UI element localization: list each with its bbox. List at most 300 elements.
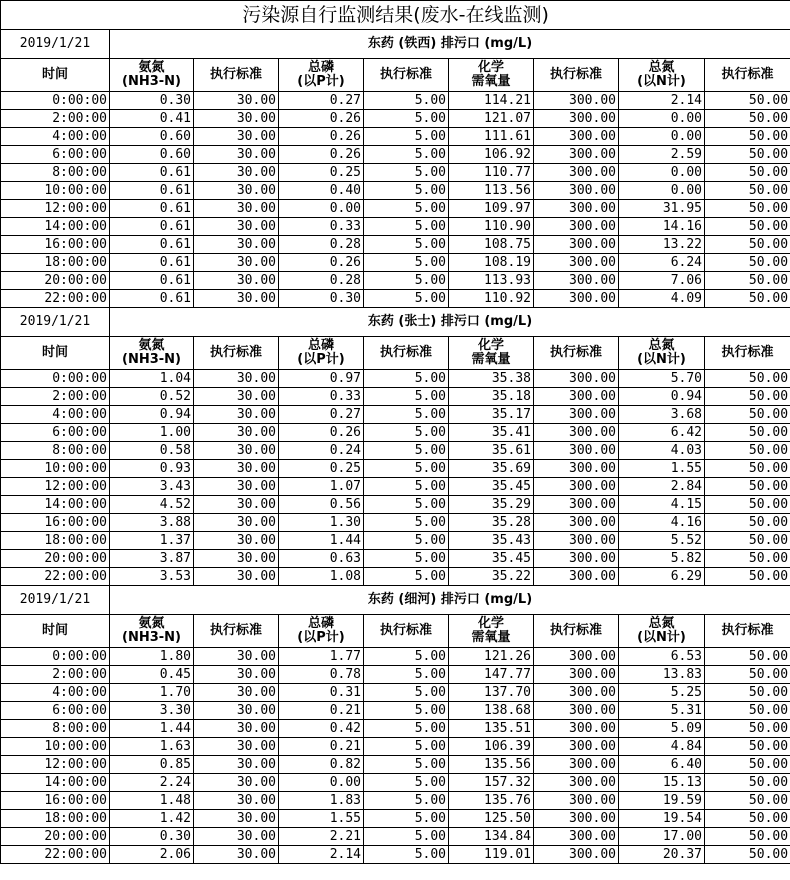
- cell-time: 6:00:00: [1, 702, 110, 720]
- cell-time: 10:00:00: [1, 460, 110, 478]
- cell-time: 14:00:00: [1, 774, 110, 792]
- cell-cod: 35.43: [449, 532, 534, 550]
- header-standard: 执行标准: [705, 615, 790, 648]
- cell-ammonia-standard: 30.00: [194, 810, 279, 828]
- cell-cod-standard: 300.00: [534, 720, 619, 738]
- cell-ammonia-standard: 30.00: [194, 702, 279, 720]
- table-row: [1, 846, 790, 864]
- cell-cod-standard: 300.00: [534, 774, 619, 792]
- cell-ammonia: 0.94: [110, 406, 194, 424]
- cell-phosphorus: 0.28: [279, 236, 364, 254]
- table-row: [1, 810, 790, 828]
- cell-cod: 114.21: [449, 92, 534, 110]
- header-nitrogen-line2: (以N计): [637, 352, 686, 367]
- cell-ammonia-standard: 30.00: [194, 496, 279, 514]
- cell-time: 22:00:00: [1, 846, 110, 864]
- cell-cod-standard: 300.00: [534, 424, 619, 442]
- header-phosphorus-line2: (以P计): [297, 74, 345, 89]
- cell-cod: 35.22: [449, 568, 534, 586]
- cell-cod: 108.19: [449, 254, 534, 272]
- cell-phosphorus-standard: 5.00: [364, 532, 449, 550]
- cell-ammonia: 4.52: [110, 496, 194, 514]
- cell-cod: 119.01: [449, 846, 534, 864]
- header-standard: 执行标准: [534, 615, 619, 648]
- header-standard: 执行标准: [705, 59, 790, 92]
- cell-ammonia: 1.80: [110, 648, 194, 666]
- cell-nitrogen-standard: 50.00: [705, 756, 790, 774]
- cell-phosphorus-standard: 5.00: [364, 702, 449, 720]
- cell-time: 14:00:00: [1, 218, 110, 236]
- cell-nitrogen: 5.09: [619, 720, 705, 738]
- cell-phosphorus-standard: 5.00: [364, 568, 449, 586]
- cell-phosphorus: 2.14: [279, 846, 364, 864]
- cell-nitrogen-standard: 50.00: [705, 532, 790, 550]
- table-row: [1, 792, 790, 810]
- cell-time: 18:00:00: [1, 254, 110, 272]
- cell-nitrogen-standard: 50.00: [705, 648, 790, 666]
- header-standard: 执行标准: [534, 337, 619, 370]
- cell-ammonia: 0.52: [110, 388, 194, 406]
- cell-ammonia: 0.93: [110, 460, 194, 478]
- cell-phosphorus-standard: 5.00: [364, 290, 449, 308]
- cell-nitrogen: 0.94: [619, 388, 705, 406]
- cell-nitrogen: 13.83: [619, 666, 705, 684]
- header-ammonia-line1: 氨氮: [138, 616, 165, 631]
- cell-cod: 125.50: [449, 810, 534, 828]
- cell-cod-standard: 300.00: [534, 92, 619, 110]
- cell-ammonia-standard: 30.00: [194, 272, 279, 290]
- cell-phosphorus: 0.27: [279, 92, 364, 110]
- cell-ammonia-standard: 30.00: [194, 648, 279, 666]
- cell-ammonia: 1.48: [110, 792, 194, 810]
- cell-ammonia-standard: 30.00: [194, 828, 279, 846]
- cell-phosphorus-standard: 5.00: [364, 182, 449, 200]
- cell-nitrogen: 19.54: [619, 810, 705, 828]
- cell-nitrogen-standard: 50.00: [705, 182, 790, 200]
- header-standard: 执行标准: [364, 337, 449, 370]
- table-row: [1, 236, 790, 254]
- cell-phosphorus: 0.21: [279, 738, 364, 756]
- cell-ammonia: 1.44: [110, 720, 194, 738]
- cell-nitrogen-standard: 50.00: [705, 110, 790, 128]
- header-cod-line1: 化学: [477, 338, 504, 353]
- cell-ammonia-standard: 30.00: [194, 846, 279, 864]
- cell-time: 14:00:00: [1, 496, 110, 514]
- cell-nitrogen: 0.00: [619, 164, 705, 182]
- cell-phosphorus: 0.30: [279, 290, 364, 308]
- cell-cod: 113.56: [449, 182, 534, 200]
- cell-ammonia-standard: 30.00: [194, 550, 279, 568]
- cell-phosphorus: 0.31: [279, 684, 364, 702]
- cell-cod: 110.90: [449, 218, 534, 236]
- header-cod-line2: 需氧量: [471, 630, 511, 645]
- table-row: [1, 218, 790, 236]
- header-cod: [449, 337, 534, 370]
- cell-cod: 106.39: [449, 738, 534, 756]
- cell-ammonia: 1.37: [110, 532, 194, 550]
- cell-nitrogen: 2.59: [619, 146, 705, 164]
- cell-phosphorus: 1.07: [279, 478, 364, 496]
- cell-ammonia: 0.30: [110, 92, 194, 110]
- cell-nitrogen-standard: 50.00: [705, 792, 790, 810]
- cell-ammonia-standard: 30.00: [194, 110, 279, 128]
- cell-ammonia: 0.45: [110, 666, 194, 684]
- table-row: [1, 496, 790, 514]
- cell-cod-standard: 300.00: [534, 568, 619, 586]
- cell-nitrogen-standard: 50.00: [705, 702, 790, 720]
- cell-nitrogen: 13.22: [619, 236, 705, 254]
- header-ammonia-line1: 氨氮: [138, 60, 165, 75]
- cell-nitrogen-standard: 50.00: [705, 514, 790, 532]
- cell-cod: 111.61: [449, 128, 534, 146]
- cell-cod: 35.41: [449, 424, 534, 442]
- cell-time: 4:00:00: [1, 684, 110, 702]
- cell-cod: 35.45: [449, 478, 534, 496]
- cell-phosphorus-standard: 5.00: [364, 684, 449, 702]
- cell-cod-standard: 300.00: [534, 756, 619, 774]
- cell-ammonia-standard: 30.00: [194, 568, 279, 586]
- cell-cod-standard: 300.00: [534, 792, 619, 810]
- header-phosphorus-line2: (以P计): [297, 630, 345, 645]
- cell-ammonia: 1.04: [110, 370, 194, 388]
- cell-cod: 134.84: [449, 828, 534, 846]
- cell-phosphorus-standard: 5.00: [364, 110, 449, 128]
- cell-ammonia-standard: 30.00: [194, 236, 279, 254]
- cell-nitrogen-standard: 50.00: [705, 496, 790, 514]
- cell-nitrogen-standard: 50.00: [705, 236, 790, 254]
- header-ammonia-line1: 氨氮: [138, 338, 165, 353]
- cell-cod: 121.07: [449, 110, 534, 128]
- header-time: 时间: [1, 615, 110, 648]
- cell-time: 16:00:00: [1, 514, 110, 532]
- table-row: [1, 290, 790, 308]
- header-ammonia: [110, 59, 194, 92]
- table-row: [1, 702, 790, 720]
- cell-nitrogen: 15.13: [619, 774, 705, 792]
- header-nitrogen: [619, 615, 705, 648]
- cell-cod-standard: 300.00: [534, 236, 619, 254]
- cell-phosphorus-standard: 5.00: [364, 666, 449, 684]
- cell-cod: 110.77: [449, 164, 534, 182]
- header-nitrogen-line1: 总氮: [648, 60, 675, 75]
- cell-phosphorus: 0.27: [279, 406, 364, 424]
- table-row: [1, 532, 790, 550]
- table-row: [1, 550, 790, 568]
- cell-ammonia: 1.00: [110, 424, 194, 442]
- header-cod-line2: 需氧量: [471, 352, 511, 367]
- section-date: 2019/1/21: [1, 586, 110, 615]
- cell-cod-standard: 300.00: [534, 514, 619, 532]
- cell-time: 8:00:00: [1, 164, 110, 182]
- header-nitrogen-line2: (以N计): [637, 74, 686, 89]
- cell-cod-standard: 300.00: [534, 702, 619, 720]
- table-row: [1, 648, 790, 666]
- header-ammonia-line2: (NH3-N): [122, 352, 181, 367]
- cell-ammonia: 2.06: [110, 846, 194, 864]
- cell-nitrogen: 2.14: [619, 92, 705, 110]
- cell-cod: 147.77: [449, 666, 534, 684]
- cell-cod-standard: 300.00: [534, 182, 619, 200]
- cell-ammonia: 1.70: [110, 684, 194, 702]
- cell-time: 12:00:00: [1, 200, 110, 218]
- cell-cod: 110.92: [449, 290, 534, 308]
- cell-cod: 35.69: [449, 460, 534, 478]
- cell-nitrogen: 0.00: [619, 128, 705, 146]
- cell-time: 18:00:00: [1, 810, 110, 828]
- cell-nitrogen: 6.40: [619, 756, 705, 774]
- cell-nitrogen: 5.70: [619, 370, 705, 388]
- cell-ammonia: 0.61: [110, 236, 194, 254]
- cell-time: 12:00:00: [1, 478, 110, 496]
- section-date: 2019/1/21: [1, 308, 110, 337]
- cell-nitrogen-standard: 50.00: [705, 406, 790, 424]
- table-row: [1, 684, 790, 702]
- cell-time: 22:00:00: [1, 290, 110, 308]
- cell-time: 22:00:00: [1, 568, 110, 586]
- header-cod: [449, 615, 534, 648]
- header-standard: 执行标准: [364, 59, 449, 92]
- cell-ammonia-standard: 30.00: [194, 290, 279, 308]
- cell-cod: 35.17: [449, 406, 534, 424]
- cell-nitrogen: 4.16: [619, 514, 705, 532]
- cell-phosphorus: 0.42: [279, 720, 364, 738]
- cell-nitrogen-standard: 50.00: [705, 254, 790, 272]
- cell-nitrogen: 6.53: [619, 648, 705, 666]
- cell-ammonia-standard: 30.00: [194, 92, 279, 110]
- cell-phosphorus: 0.24: [279, 442, 364, 460]
- cell-cod: 113.93: [449, 272, 534, 290]
- cell-ammonia: 0.61: [110, 290, 194, 308]
- cell-cod: 35.45: [449, 550, 534, 568]
- cell-ammonia: 0.41: [110, 110, 194, 128]
- cell-cod-standard: 300.00: [534, 272, 619, 290]
- cell-nitrogen-standard: 50.00: [705, 388, 790, 406]
- cell-phosphorus: 0.33: [279, 218, 364, 236]
- cell-phosphorus-standard: 5.00: [364, 146, 449, 164]
- cell-phosphorus: 1.55: [279, 810, 364, 828]
- cell-cod: 35.61: [449, 442, 534, 460]
- cell-ammonia: 1.42: [110, 810, 194, 828]
- header-ammonia: [110, 337, 194, 370]
- cell-phosphorus-standard: 5.00: [364, 478, 449, 496]
- cell-ammonia-standard: 30.00: [194, 164, 279, 182]
- cell-nitrogen: 1.55: [619, 460, 705, 478]
- cell-nitrogen-standard: 50.00: [705, 478, 790, 496]
- cell-phosphorus-standard: 5.00: [364, 550, 449, 568]
- cell-ammonia: 0.30: [110, 828, 194, 846]
- cell-nitrogen: 20.37: [619, 846, 705, 864]
- cell-time: 0:00:00: [1, 648, 110, 666]
- cell-nitrogen-standard: 50.00: [705, 684, 790, 702]
- cell-cod: 35.18: [449, 388, 534, 406]
- cell-ammonia: 3.88: [110, 514, 194, 532]
- cell-ammonia: 0.60: [110, 128, 194, 146]
- cell-time: 0:00:00: [1, 370, 110, 388]
- cell-time: 10:00:00: [1, 182, 110, 200]
- cell-nitrogen: 4.84: [619, 738, 705, 756]
- header-phosphorus: [279, 337, 364, 370]
- cell-ammonia: 0.85: [110, 756, 194, 774]
- section-header-row: [1, 586, 790, 615]
- cell-nitrogen-standard: 50.00: [705, 290, 790, 308]
- cell-ammonia: 0.61: [110, 254, 194, 272]
- cell-nitrogen: 5.82: [619, 550, 705, 568]
- cell-ammonia-standard: 30.00: [194, 460, 279, 478]
- title-row: [1, 1, 790, 30]
- cell-phosphorus: 0.82: [279, 756, 364, 774]
- cell-cod: 35.38: [449, 370, 534, 388]
- cell-phosphorus: 1.83: [279, 792, 364, 810]
- header-cod-line1: 化学: [477, 616, 504, 631]
- table-row: [1, 272, 790, 290]
- cell-phosphorus-standard: 5.00: [364, 254, 449, 272]
- cell-phosphorus: 2.21: [279, 828, 364, 846]
- outlet-name: 东药 (张士) 排污口 (mg/L): [110, 308, 790, 337]
- cell-time: 0:00:00: [1, 92, 110, 110]
- cell-cod: 135.76: [449, 792, 534, 810]
- cell-cod-standard: 300.00: [534, 388, 619, 406]
- cell-nitrogen: 0.00: [619, 182, 705, 200]
- table-row: [1, 388, 790, 406]
- table-row: [1, 460, 790, 478]
- cell-nitrogen-standard: 50.00: [705, 666, 790, 684]
- cell-phosphorus: 0.21: [279, 702, 364, 720]
- cell-cod-standard: 300.00: [534, 442, 619, 460]
- cell-cod: 157.32: [449, 774, 534, 792]
- cell-nitrogen: 4.03: [619, 442, 705, 460]
- cell-time: 4:00:00: [1, 128, 110, 146]
- cell-nitrogen: 31.95: [619, 200, 705, 218]
- cell-ammonia: 3.43: [110, 478, 194, 496]
- table-row: [1, 568, 790, 586]
- section-header-row: [1, 30, 790, 59]
- cell-cod: 135.51: [449, 720, 534, 738]
- cell-ammonia-standard: 30.00: [194, 442, 279, 460]
- cell-nitrogen: 4.15: [619, 496, 705, 514]
- cell-phosphorus-standard: 5.00: [364, 218, 449, 236]
- cell-nitrogen: 6.29: [619, 568, 705, 586]
- cell-nitrogen-standard: 50.00: [705, 774, 790, 792]
- cell-ammonia: 0.61: [110, 218, 194, 236]
- cell-cod: 121.26: [449, 648, 534, 666]
- cell-nitrogen-standard: 50.00: [705, 828, 790, 846]
- cell-phosphorus: 0.26: [279, 424, 364, 442]
- cell-ammonia: 0.61: [110, 200, 194, 218]
- cell-phosphorus-standard: 5.00: [364, 738, 449, 756]
- cell-cod-standard: 300.00: [534, 370, 619, 388]
- cell-time: 16:00:00: [1, 236, 110, 254]
- cell-nitrogen-standard: 50.00: [705, 738, 790, 756]
- cell-cod-standard: 300.00: [534, 550, 619, 568]
- cell-ammonia-standard: 30.00: [194, 200, 279, 218]
- table-row: [1, 424, 790, 442]
- header-cod: [449, 59, 534, 92]
- cell-ammonia-standard: 30.00: [194, 532, 279, 550]
- cell-cod-standard: 300.00: [534, 110, 619, 128]
- cell-nitrogen: 6.42: [619, 424, 705, 442]
- column-header-row: [1, 337, 790, 370]
- cell-phosphorus-standard: 5.00: [364, 496, 449, 514]
- header-cod-line1: 化学: [477, 60, 504, 75]
- outlet-name: 东药 (铁西) 排污口 (mg/L): [110, 30, 790, 59]
- cell-phosphorus: 0.00: [279, 200, 364, 218]
- cell-cod-standard: 300.00: [534, 828, 619, 846]
- cell-phosphorus-standard: 5.00: [364, 164, 449, 182]
- cell-ammonia: 3.87: [110, 550, 194, 568]
- cell-time: 20:00:00: [1, 550, 110, 568]
- cell-ammonia-standard: 30.00: [194, 218, 279, 236]
- cell-cod-standard: 300.00: [534, 406, 619, 424]
- cell-nitrogen: 6.24: [619, 254, 705, 272]
- cell-ammonia-standard: 30.00: [194, 128, 279, 146]
- cell-phosphorus-standard: 5.00: [364, 406, 449, 424]
- cell-phosphorus: 1.08: [279, 568, 364, 586]
- cell-ammonia: 3.30: [110, 702, 194, 720]
- cell-ammonia-standard: 30.00: [194, 370, 279, 388]
- cell-cod-standard: 300.00: [534, 846, 619, 864]
- cell-phosphorus: 0.28: [279, 272, 364, 290]
- cell-ammonia-standard: 30.00: [194, 756, 279, 774]
- cell-ammonia: 0.58: [110, 442, 194, 460]
- cell-cod-standard: 300.00: [534, 200, 619, 218]
- header-nitrogen: [619, 337, 705, 370]
- report-title: 污染源自行监测结果(废水-在线监测): [1, 1, 790, 30]
- cell-ammonia: 0.60: [110, 146, 194, 164]
- header-time: 时间: [1, 337, 110, 370]
- cell-ammonia-standard: 30.00: [194, 720, 279, 738]
- cell-nitrogen: 4.09: [619, 290, 705, 308]
- header-phosphorus: [279, 615, 364, 648]
- cell-nitrogen: 17.00: [619, 828, 705, 846]
- header-phosphorus-line1: 总磷: [307, 338, 334, 353]
- cell-ammonia: 2.24: [110, 774, 194, 792]
- cell-time: 20:00:00: [1, 272, 110, 290]
- cell-cod: 108.75: [449, 236, 534, 254]
- cell-ammonia-standard: 30.00: [194, 478, 279, 496]
- cell-nitrogen-standard: 50.00: [705, 550, 790, 568]
- cell-nitrogen-standard: 50.00: [705, 370, 790, 388]
- cell-ammonia: 3.53: [110, 568, 194, 586]
- cell-phosphorus-standard: 5.00: [364, 236, 449, 254]
- cell-ammonia: 1.63: [110, 738, 194, 756]
- cell-nitrogen: 0.00: [619, 110, 705, 128]
- table-row: [1, 128, 790, 146]
- table-row: [1, 110, 790, 128]
- table-row: [1, 774, 790, 792]
- cell-time: 20:00:00: [1, 828, 110, 846]
- cell-phosphorus: 0.26: [279, 254, 364, 272]
- cell-phosphorus: 0.63: [279, 550, 364, 568]
- header-nitrogen-line2: (以N计): [637, 630, 686, 645]
- cell-time: 2:00:00: [1, 388, 110, 406]
- cell-cod: 35.29: [449, 496, 534, 514]
- table-row: [1, 478, 790, 496]
- cell-phosphorus: 0.78: [279, 666, 364, 684]
- cell-phosphorus: 0.97: [279, 370, 364, 388]
- cell-phosphorus: 0.26: [279, 110, 364, 128]
- cell-phosphorus-standard: 5.00: [364, 756, 449, 774]
- cell-nitrogen-standard: 50.00: [705, 272, 790, 290]
- cell-phosphorus-standard: 5.00: [364, 92, 449, 110]
- cell-time: 8:00:00: [1, 442, 110, 460]
- cell-phosphorus-standard: 5.00: [364, 648, 449, 666]
- cell-cod-standard: 300.00: [534, 254, 619, 272]
- cell-nitrogen: 5.52: [619, 532, 705, 550]
- table-row: [1, 164, 790, 182]
- cell-nitrogen-standard: 50.00: [705, 164, 790, 182]
- cell-nitrogen-standard: 50.00: [705, 92, 790, 110]
- cell-cod-standard: 300.00: [534, 666, 619, 684]
